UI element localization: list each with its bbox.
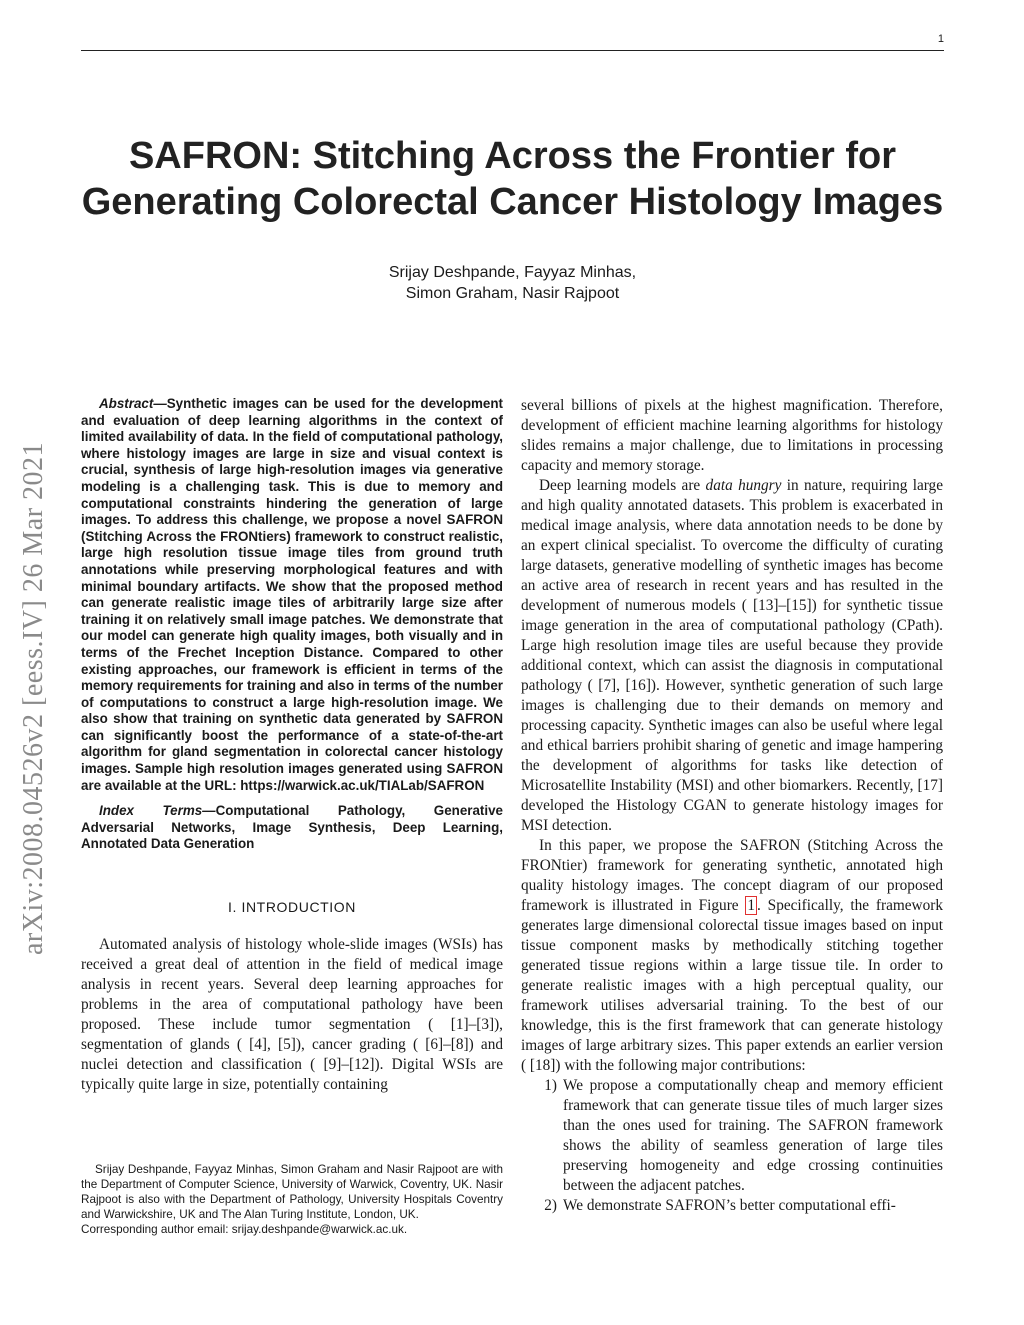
index-terms-text: Computational Pathology, Generative Adversarial Networks, Image Synthesis, Deep Learning, Annotated Data Generation xyxy=(81,803,504,852)
page-number: 1 xyxy=(937,33,944,45)
list-item-number: 1) xyxy=(544,1077,557,1094)
intro-paragraph-2 xyxy=(521,476,943,836)
abstract xyxy=(81,396,503,794)
list-item-text: We demonstrate SAFRON’s better computational effi- xyxy=(563,1197,896,1214)
list-item xyxy=(521,1076,943,1196)
emphasis-data-hungry: data hungry xyxy=(705,477,782,494)
authors-line-1: Srijay Deshpande, Fayyaz Minhas, xyxy=(388,264,637,281)
paragraph-3-lead: In this paper, we propose the SAFRON (Stitching Across the FRONtier) framework for generating synthetic, annotated high quality histology images. The concept diagram of our proposed framework is illustrated in Figure xyxy=(521,837,943,914)
section-heading-introduction: I. INTRODUCTION xyxy=(228,899,356,916)
paragraph-2-body: in nature, requiring large and high quality annotated datasets. This problem is exacerbated in medical image analysis, where data annotation needs to be done by an expert clinical specialist. To overcome the difficulty of curating large datasets, generative modelling of synthetic images has become an active area of research in recent years and has resulted in the development of numerous models ( [13]–[15]) for synthetic tissue image generation in the area of computational pathology (CPath). Large high resolution image tiles are useful because they provide additional context, which can assist the diagnosis in computational pathology ( [7], [16]). However, synthetic generation of such large images is challenging due to their demands on memory and processing capacity. Synthetic images can also be useful where legal and ethical barriers prohibit sharing of genetic and image hampering the development of algorithms for tasks like detection of Microsatellite Instability (MSI) and other biomarkers. Recently, [17] developed the Histology CGAN to generate histology images for MSI detection. xyxy=(521,477,943,834)
author-list xyxy=(81,262,944,304)
footnote xyxy=(81,1162,503,1237)
abstract-text: Synthetic images can be used for the development and evaluation of deep learning algorithms in the context of limited availability of data. In the field of computational pathology, where histology images are large in size and visual context is crucial, synthesis of large high-resolution images via generative modeling is a challenging task. This is due to memory and computational constraints hindering the generation of large images. To address this challenge, we propose a novel SAFRON (Stitching Across the FRONtiers) framework to construct realistic, large high resolution tissue image tiles from ground truth annotations while preserving morphological features and with minimal boundary artifacts. We show that the proposed method can generate realistic image tiles of arbitrarily large size after training it on relatively small image patches. We demonstrate that our model can generate high quality images, both visually and in terms of the Frechet Inception Distance. Compared to other existing approaches, our framework is efficient in terms of the memory requirements for training and also in terms of the number of computations to construct a large high-resolution image. We also show that training on synthetic data generated by SAFRON can significantly boost the performance of a state-of-the-art algorithm for gland segmentation in colorectal cancer histology images. Sample high resolution images generated using SAFRON are available at the URL: https://warwick.ac.uk/TIALab/SAFRON xyxy=(81,396,503,793)
footnote-affiliation: Srijay Deshpande, Fayyaz Minhas, Simon Graham and Nasir Rajpoot are with the Department of Computer Science, University of Warwick, Coventry, UK. Nasir Rajpoot is also with the Department of Pathology, University Hospitals Coventry and Warwickshire, UK and The Alan Turing Institute, London, UK. xyxy=(81,1163,503,1221)
intro-paragraph-1: Automated analysis of histology whole-slide images (WSIs) has received a great deal of attention in the field of medical image analysis in recent years. Several deep learning approaches for problems in the area of computational pathology have been proposed. These include tumor segmentation ( [1]–[3]), segmentation of glands ( [4], [5]), cancer grading ( [6]–[8]) and nuclei detection and classification ( [9]–[12]). Digital WSIs are typically quite large in size, potentially containing xyxy=(81,936,503,1094)
list-item-text: We propose a computationally cheap and memory efficient framework that can generate tissue tiles of much larger sizes than the ones used for training. The SAFRON framework shows the ability of seamless generation of large tiles preserving homogeneity and edge crossing continuities between the adjacent patches. xyxy=(563,1077,943,1194)
intro-paragraph-1-continued: several billions of pixels at the highest magnification. Therefore, development of efficient machine learning algorithms for histology slides remains a major challenge, due to limitations in processing capacity and memory storage. xyxy=(521,397,943,474)
figure-1-link[interactable]: 1 xyxy=(747,897,756,914)
list-item-number: 2) xyxy=(544,1197,557,1214)
paragraph-2-lead: Deep learning models are xyxy=(539,477,706,494)
right-column xyxy=(521,396,943,1216)
contributions-list xyxy=(521,1076,943,1216)
list-item xyxy=(521,1196,943,1216)
footnote-email: Corresponding author email: srijay.deshpande@warwick.ac.uk. xyxy=(81,1223,408,1236)
abstract-label: Abstract— xyxy=(99,396,167,411)
left-column xyxy=(81,396,503,1095)
authors-line-2: Simon Graham, Nasir Rajpoot xyxy=(405,285,620,302)
paragraph-3-body: . Specifically, the framework generates large dimensional colorectal tissue images based on input tissue component masks by methodically stitching together generated tissue regions within a large tissue tile. In order to generate realistic images with a high perceptual quality, our framework utilises adversarial training. To the best of our knowledge, this is the first framework that can generate histology images of large arbitrary sizes. This paper extends an earlier version ( [18]) with the following major contributions: xyxy=(521,897,943,1074)
header-rule xyxy=(81,50,944,51)
index-terms xyxy=(81,803,503,853)
index-terms-label: Index Terms— xyxy=(99,803,216,819)
intro-paragraph-3 xyxy=(521,836,943,1076)
arxiv-identifier: arXiv:2008.04526v2 [eess.IV] 26 Mar 2021 xyxy=(18,441,49,955)
paper-title: SAFRON: Stitching Across the Frontier for Generating Colorectal Cancer Histology Images xyxy=(81,135,944,224)
